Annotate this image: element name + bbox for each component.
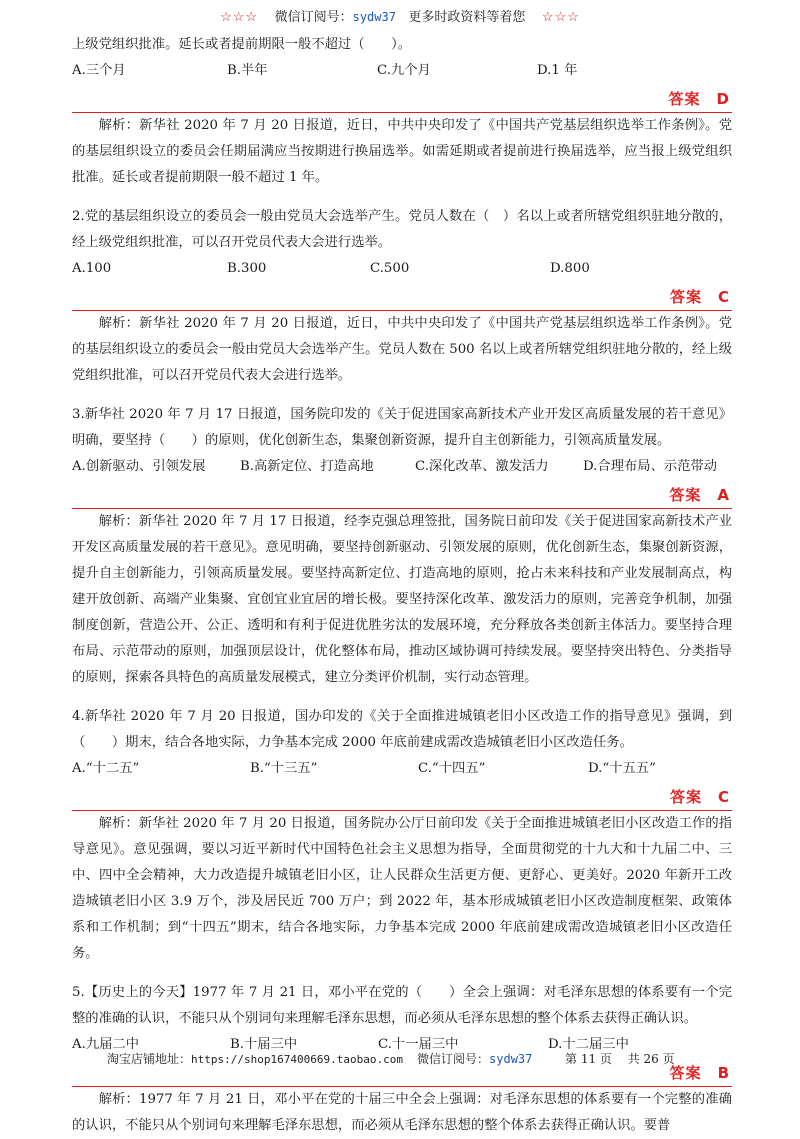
question-1-tail: 上级党组织批准。延长或者提前期限一般不超过（ ）。	[72, 37, 412, 52]
option-c: C.“十四五”	[418, 761, 486, 776]
question-5: 5.【历史上的今天】1977 年 7 月 21 日，邓小平在党的（ ）全会上强调：对毛泽东思想的体系要有一个完整的准确的认识，不能只从个别词句来理解毛泽东思想，而必须从毛泽东思想的整个体系去获得正确认识。	[72, 985, 732, 1026]
analysis-4: 解析：新华社 2020 年 7 月 20 日报道，国务院办公厅日前印发《关于全面推进城镇老旧小区改造工作的指导意见》。意见强调，要以习近平新时代中国特色社会主义思想为指导，全面贯彻党的十九大和十九届二中、三中、四中全会精神，大力改造提升城镇老旧小区，让人民群众生活更方便、更舒心、更美好。2020 年新开工改造城镇老旧小区 3.9 万个，涉及居民近 700 万户；到 2022 年，基本形成城镇老旧小区改造制度框架、政策体系和工作机制；到“十四五”期末，结合各地实际，力争基本完成 2000 年底前建成需改造城镇老旧小区改造任务。	[72, 816, 732, 961]
question-2: 2.党的基层组织设立的委员会一般由党员大会选举产生。党员人数在（ ）名以上或者所辖党组织驻地分散的，经上级党组织批准，可以召开党员代表大会进行选举。	[72, 209, 732, 250]
question-2-options	[72, 256, 732, 282]
star-decoration-left: ☆☆☆	[220, 10, 259, 25]
option-a: A.创新驱动、引领发展	[72, 459, 206, 474]
footer-wechat-account: sydw37	[489, 1052, 533, 1066]
header-tagline: 更多时政资料等着您	[408, 10, 526, 25]
option-c: C.深化改革、激发活力	[415, 459, 549, 474]
option-c: C.九个月	[377, 63, 431, 78]
analysis-1: 解析：新华社 2020 年 7 月 20 日报道，近日，中共中央印发了《中国共产党基层组织选举工作条例》。党的基层组织设立的委员会任期届满应当按期进行换届选举。如需延期或者提前进行换届选举，应当报上级党组织批准。延长或者提前期限一般不超过 1 年。	[72, 118, 732, 185]
answer-badge: 答案 C	[669, 288, 730, 306]
page-header	[0, 8, 800, 27]
footer-wechat-label: 微信订阅号：	[417, 1052, 490, 1066]
answer-row-4	[72, 784, 732, 811]
question-4: 4.新华社 2020 年 7 月 20 日报道，国办印发的《关于全面推进城镇老旧小区改造工作的指导意见》强调，到（ ）期末，结合各地实际，力争基本完成 2000 年底前建成需改造城镇老旧小区改造任务。	[72, 709, 732, 750]
page-number: 第 11 页 共 26 页	[565, 1052, 675, 1066]
option-d: D.十二届三中	[548, 1037, 629, 1052]
shop-url[interactable]: https://shop167400669.taobao.com	[191, 1053, 403, 1066]
option-d: D.1 年	[537, 63, 578, 78]
option-b: B.高新定位、打造高地	[240, 459, 374, 474]
wechat-label: 微信订阅号：	[274, 10, 353, 25]
option-b: B.半年	[227, 63, 268, 78]
answer-row-1	[72, 86, 732, 113]
analysis-5: 解析：1977 年 7 月 21 日，邓小平在党的十届三中全会上强调：对毛泽东思想的体系要有一个完整的准确的认识，不能只从个别词句来理解毛泽东思想，而必须从毛泽东思想的整个体系去获得正确认识。要普	[72, 1092, 732, 1133]
star-decoration-right: ☆☆☆	[541, 10, 580, 25]
option-d: D.“十五五”	[588, 761, 656, 776]
shop-label: 淘宝店铺地址：	[107, 1052, 192, 1066]
option-a: A.九届二中	[72, 1037, 140, 1052]
analysis-3: 解析：新华社 2020 年 7 月 17 日报道，经李克强总理签批，国务院日前印发《关于促进国家高新技术产业开发区高质量发展的若干意见》。意见明确，要坚持创新驱动、引领发展的原则，优化创新生态，集聚创新资源，提升自主创新能力，引领高质量发展。要坚持高新定位、打造高地的原则，抢占未来科技和产业发展制高点，构建开放创新、高端产业集聚、宜创宜业宜居的增长极。要坚持深化改革、激发活力的原则，完善竞争机制，加强制度创新，营造公开、公正、透明和有利于促进优胜劣汰的发展环境，充分释放各类创新主体活力。要坚持合理布局、示范带动的原则，加强顶层设计，优化整体布局，推动区域协调可持续发展。要坚持突出特色、分类指导的原则，探索各具特色的高质量发展模式，建立分类评价机制，实行动态管理。	[72, 514, 732, 685]
question-4-options	[72, 756, 732, 782]
option-c: C.十一届三中	[378, 1037, 459, 1052]
option-c: C.500	[370, 261, 410, 276]
option-a: A.三个月	[72, 63, 126, 78]
answer-row-2	[72, 284, 732, 311]
question-3: 3.新华社 2020 年 7 月 17 日报道，国务院印发的《关于促进国家高新技术产业开发区高质量发展的若干意见》明确，要坚持（ ）的原则，优化创新生态，集聚创新资源，提升自主创新能力，引领高质量发展。	[72, 407, 732, 448]
shop-address	[107, 1050, 403, 1067]
question-1-options	[72, 58, 732, 84]
document-body	[72, 32, 732, 1139]
answer-badge: 答案 C	[669, 788, 730, 806]
option-a: A.“十二五”	[72, 761, 140, 776]
answer-badge: 答案 B	[669, 1064, 730, 1082]
footer-wechat	[417, 1050, 532, 1067]
wechat-account: sydw37	[352, 10, 396, 24]
question-3-options	[72, 454, 732, 480]
answer-badge: 答案 A	[669, 486, 730, 504]
option-b: B.十届三中	[230, 1037, 298, 1052]
option-b: B.300	[227, 261, 267, 276]
answer-badge: 答案 D	[668, 90, 730, 108]
option-d: D.800	[550, 261, 590, 276]
answer-row-3	[72, 482, 732, 509]
option-b: B.“十三五”	[250, 761, 318, 776]
option-d: D.合理布局、示范带动	[583, 459, 718, 474]
option-a: A.100	[72, 261, 112, 276]
analysis-2: 解析：新华社 2020 年 7 月 20 日报道，近日，中共中央印发了《中国共产党基层组织选举工作条例》。党的基层组织设立的委员会一般由党员大会选举产生。党员人数在 500 名以上或者所辖党组织驻地分散的，经上级党组织批准，可以召开党员代表大会进行选举。	[72, 316, 732, 383]
